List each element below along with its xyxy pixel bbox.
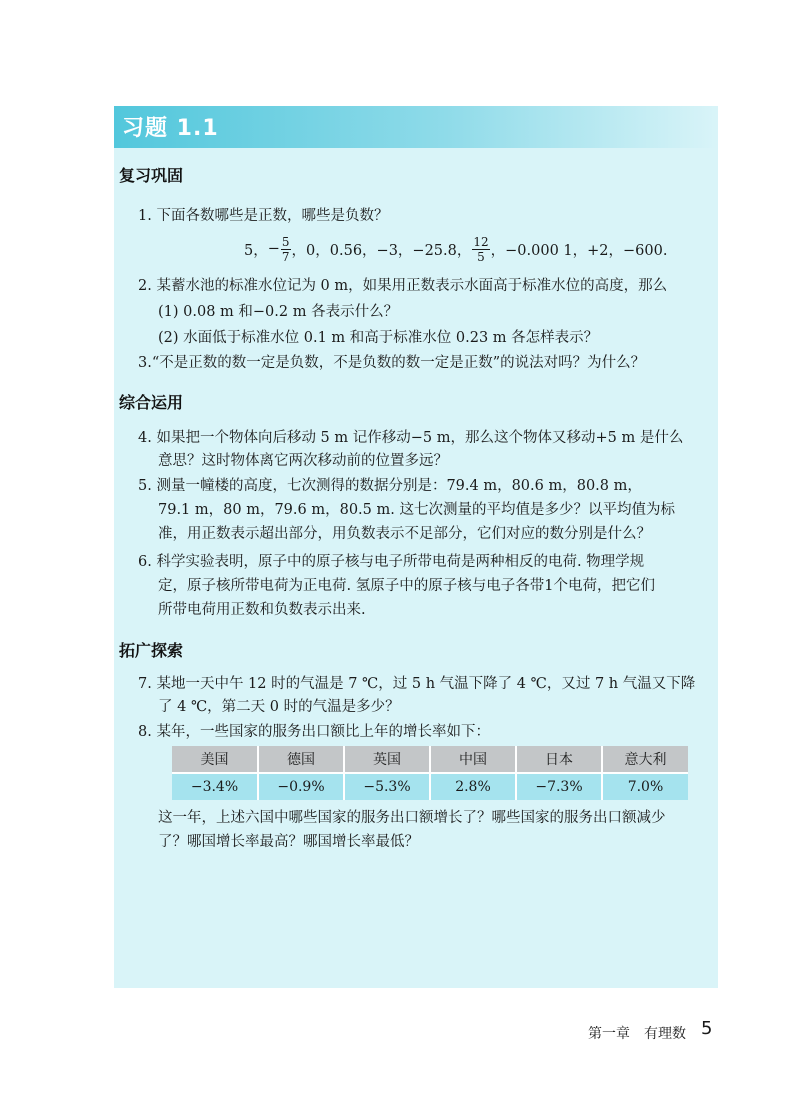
fraction-denominator: 5 xyxy=(477,249,485,264)
number-item: 5， xyxy=(244,242,268,259)
table-header-cell: 意大利 xyxy=(602,746,688,773)
question-1: 1. 下面各数哪些是正数，哪些是负数？ xyxy=(138,208,389,224)
table-cell: −7.3% xyxy=(516,773,602,800)
table-cell: −5.3% xyxy=(344,773,430,800)
section-application: 综合运用 xyxy=(119,393,184,412)
table-cell: −3.4% xyxy=(172,773,258,800)
question-1-numbers xyxy=(244,232,667,266)
table-cell: −0.9% xyxy=(258,773,344,800)
question-8: 8. 某年，一些国家的服务出口额比上年的增长率如下： xyxy=(138,724,490,740)
negative-sign: − xyxy=(267,241,280,257)
page-number: 5 xyxy=(701,1018,713,1039)
question-4-line-1: 4. 如果把一个物体向后移动 5 m 记作移动−5 m，那么这个物体又移动+5 m 是什么 xyxy=(138,430,684,446)
table-header-cell: 美国 xyxy=(172,746,258,773)
question-8-follow-up-line-2: 了？哪国增长率最高？哪国增长率最低？ xyxy=(158,834,419,850)
fraction-numerator: 5 xyxy=(281,234,290,249)
fraction-12-5 xyxy=(472,235,489,264)
question-5-line-2: 79.1 m，80 m，79.6 m，80.5 m. 这七次测量的平均值是多少？以平均值为标 xyxy=(158,502,675,518)
question-2: 2. 某蓄水池的标准水位记为 0 m，如果用正数表示水面高于标准水位的高度，那么 xyxy=(138,278,668,294)
question-7-line-1: 7. 某地一天中午 12 时的气温是 7 ℃，过 5 h 气温下降了 4 ℃，又过 7 h 气温又下降 xyxy=(138,676,696,692)
section-review: 复习巩固 xyxy=(119,166,184,185)
fraction-denominator: 7 xyxy=(281,249,290,264)
table-value-row xyxy=(172,773,688,800)
table-header-cell: 英国 xyxy=(344,746,430,773)
table-header-cell: 德国 xyxy=(258,746,344,773)
question-5-line-3: 准，用正数表示超出部分，用负数表示不足部分，它们对应的数分别是什么？ xyxy=(158,526,651,542)
question-8-follow-up-line-1: 这一年，上述六国中哪些国家的服务出口额增长了？哪些国家的服务出口额减少 xyxy=(158,810,666,826)
number-item: ，−0.000 1，+2，−600. xyxy=(490,242,668,259)
fraction-5-7 xyxy=(281,235,291,264)
table-cell: 2.8% xyxy=(430,773,516,800)
growth-rate-table xyxy=(172,746,688,800)
question-4-line-2: 意思？这时物体离它两次移动前的位置多远？ xyxy=(158,453,448,469)
table-cell: 7.0% xyxy=(602,773,688,800)
number-item: ，0，0.56，−3，−25.8， xyxy=(291,242,472,259)
fraction-numerator: 12 xyxy=(473,234,489,249)
question-6-line-2: 定，原子核所带电荷为正电荷. 氢原子中的原子核与电子各带1个电荷，把它们 xyxy=(158,578,655,594)
table-header-cell: 日本 xyxy=(516,746,602,773)
chapter-title: 第一章 有理数 xyxy=(588,1026,686,1042)
question-7-line-2: 了 4 ℃，第二天 0 时的气温是多少？ xyxy=(158,699,400,715)
question-2-part-2: (2) 水面低于标准水位 0.1 m 和高于标准水位 0.23 m 各怎样表示？ xyxy=(158,330,599,346)
question-5-line-1: 5. 测量一幢楼的高度，七次测得的数据分别是：79.4 m，80.6 m，80.8 m， xyxy=(138,478,642,494)
question-3: 3.“不是正数的数一定是负数，不是负数的数一定是正数”的说法对吗？为什么？ xyxy=(138,355,646,371)
table-header-row xyxy=(172,746,688,773)
exercise-title: 习题 1.1 xyxy=(122,116,219,141)
question-6-line-3: 所带电荷用正数和负数表示出来. xyxy=(158,602,366,618)
table-header-cell: 中国 xyxy=(430,746,516,773)
question-6-line-1: 6. 科学实验表明，原子中的原子核与电子所带电荷是两种相反的电荷. 物理学规 xyxy=(138,554,645,570)
section-extension: 拓广探索 xyxy=(119,641,184,660)
question-2-part-1: (1) 0.08 m 和−0.2 m 各表示什么？ xyxy=(158,304,399,320)
